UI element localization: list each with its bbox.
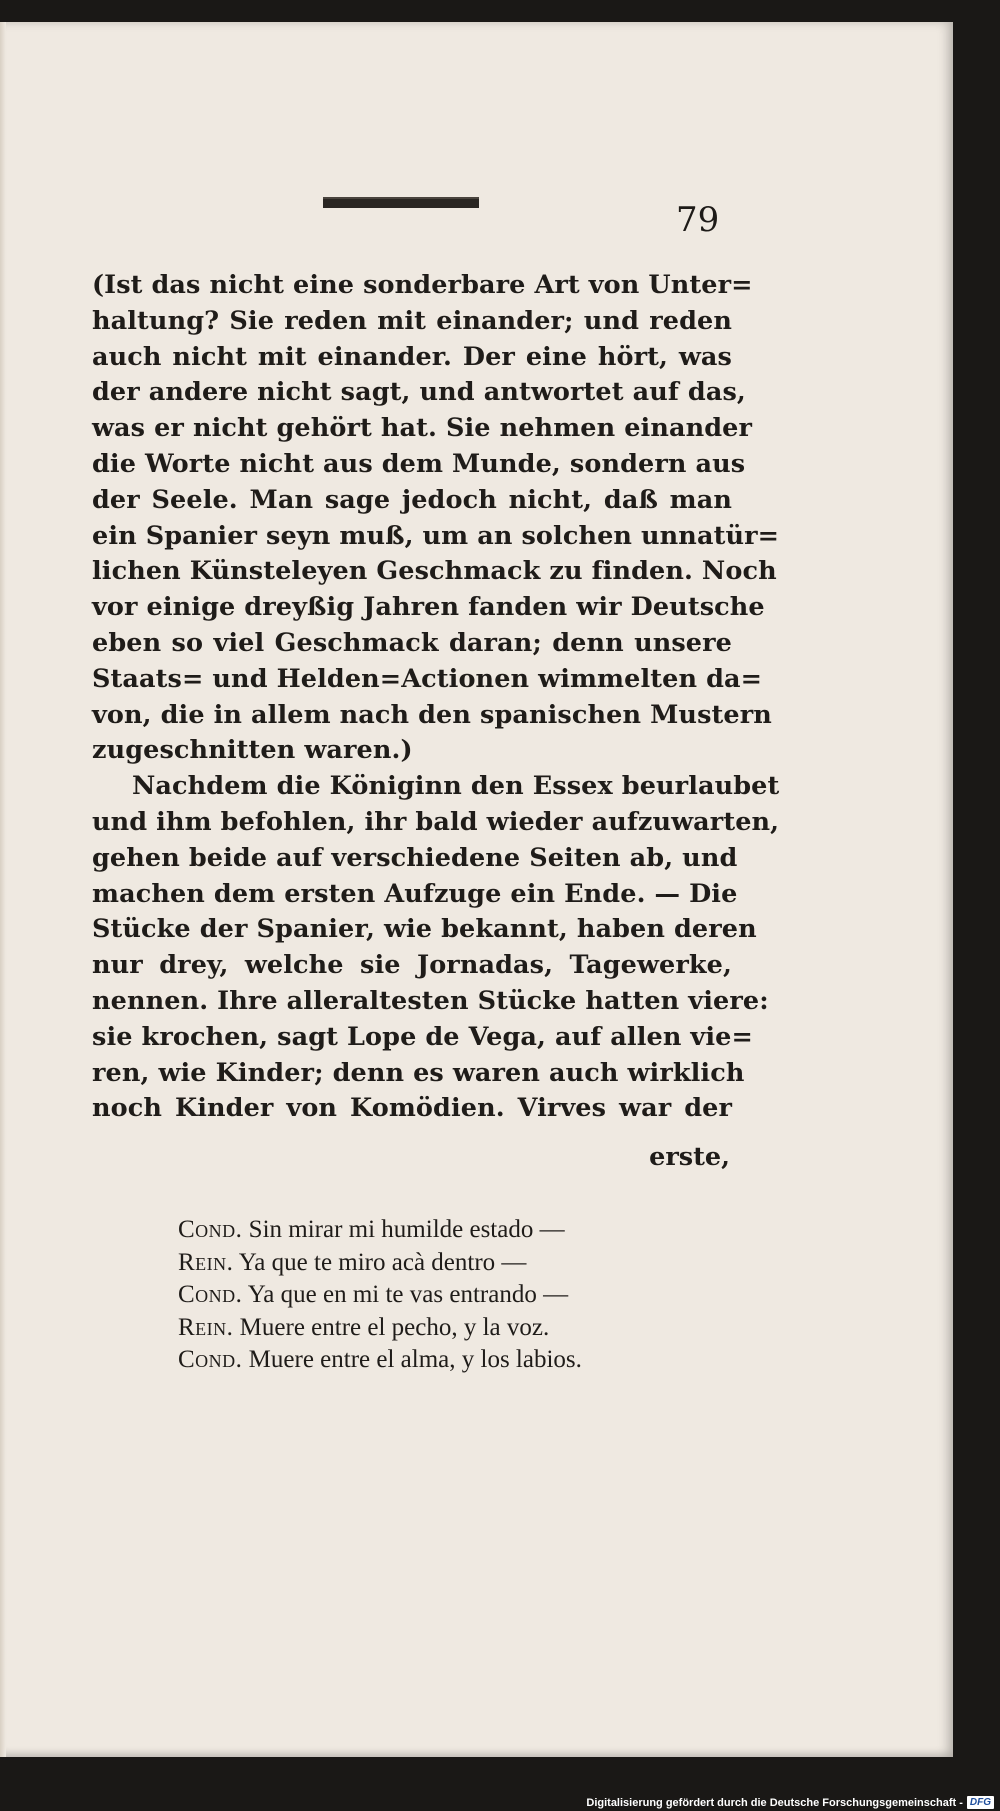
- body-line: (Ist das nicht eine sonderbare Art von Unter=: [92, 270, 753, 300]
- footnote-line: [178, 1279, 582, 1312]
- body-line: der andere nicht sagt, und antwortet auf das,: [92, 377, 746, 408]
- page-edge: [0, 22, 6, 1757]
- body-line: noch Kinder von Komödien. Virves war der: [92, 1093, 732, 1124]
- book-page: [0, 22, 953, 1757]
- speaker-abbrev: Cond.: [178, 1216, 243, 1243]
- digitization-credit: [586, 1796, 994, 1809]
- body-line: sie krochen, sagt Lope de Vega, auf allen vie=: [92, 1021, 753, 1052]
- speaker-abbrev: Cond.: [178, 1281, 243, 1308]
- footnote-verse: [178, 1214, 582, 1377]
- body-line: haltung? Sie reden mit einander; und reden: [92, 305, 732, 336]
- body-line: ren, wie Kinder; denn es waren auch wirklich: [92, 1057, 745, 1088]
- dfg-logo-icon: DFG: [967, 1796, 994, 1809]
- speaker-abbrev: Rein.: [178, 1313, 234, 1341]
- body-line: die Worte nicht aus dem Munde, sondern aus: [92, 448, 746, 479]
- catchword: erste,: [649, 1142, 730, 1172]
- verse-text: Muere entre el pecho, y la voz.: [239, 1313, 550, 1341]
- speaker-abbrev: Cond.: [178, 1346, 243, 1373]
- body-line: machen dem ersten Aufzuge ein Ende. — Die: [92, 878, 738, 909]
- body-line: gehen beide auf verschiedene Seiten ab, und: [92, 842, 738, 873]
- body-line: auch nicht mit einander. Der eine hört, was: [92, 341, 732, 372]
- body-line: Nachdem die Königinn den Essex beurlaubet: [132, 771, 780, 802]
- footnote-line: [178, 1214, 582, 1247]
- body-line: Staats= und Helden=Actionen wimmelten da=: [92, 663, 763, 694]
- speaker-abbrev: Rein.: [178, 1248, 234, 1276]
- body-line: von, die in allem nach den spanischen Mustern: [92, 699, 772, 730]
- credit-text: Digitalisierung gefördert durch die Deutsche Forschungsgemeinschaft -: [586, 1796, 963, 1809]
- footnote-line: [178, 1344, 582, 1377]
- footnote-line: [178, 1247, 582, 1280]
- body-line: und ihm befohlen, ihr bald wieder aufzuwarten,: [92, 806, 780, 837]
- body-line: lichen Künsteleyen Geschmack zu finden. Noch: [92, 556, 777, 587]
- body-line: ein Spanier seyn muß, um an solchen unnatür=: [92, 520, 780, 551]
- body-line: der Seele. Man sage jedoch nicht, daß man: [92, 484, 732, 515]
- footnote-line: [178, 1312, 582, 1345]
- header-ornament-rule: [323, 197, 479, 208]
- verse-text: Ya que te miro acà dentro —: [238, 1248, 527, 1276]
- body-line: nennen. Ihre alleraltesten Stücke hatten viere:: [92, 985, 769, 1016]
- verse-text: Sin mirar mi humilde estado —: [248, 1216, 565, 1243]
- body-line: eben so viel Geschmack daran; denn unsere: [92, 627, 732, 658]
- body-line: nur drey, welche sie Jornadas, Tagewerke,: [92, 950, 732, 981]
- body-line: Stücke der Spanier, wie bekannt, haben deren: [92, 914, 757, 945]
- page-number: 79: [676, 200, 720, 240]
- body-line: was er nicht gehört hat. Sie nehmen einander: [92, 413, 753, 444]
- body-line: vor einige dreyßig Jahren fanden wir Deutsche: [92, 592, 765, 623]
- body-line: zugeschnitten waren.): [92, 735, 413, 766]
- verse-text: Muere entre el alma, y los labios.: [248, 1346, 582, 1373]
- verse-text: Ya que en mi te vas entrando —: [247, 1281, 569, 1308]
- body-text: [92, 268, 780, 1127]
